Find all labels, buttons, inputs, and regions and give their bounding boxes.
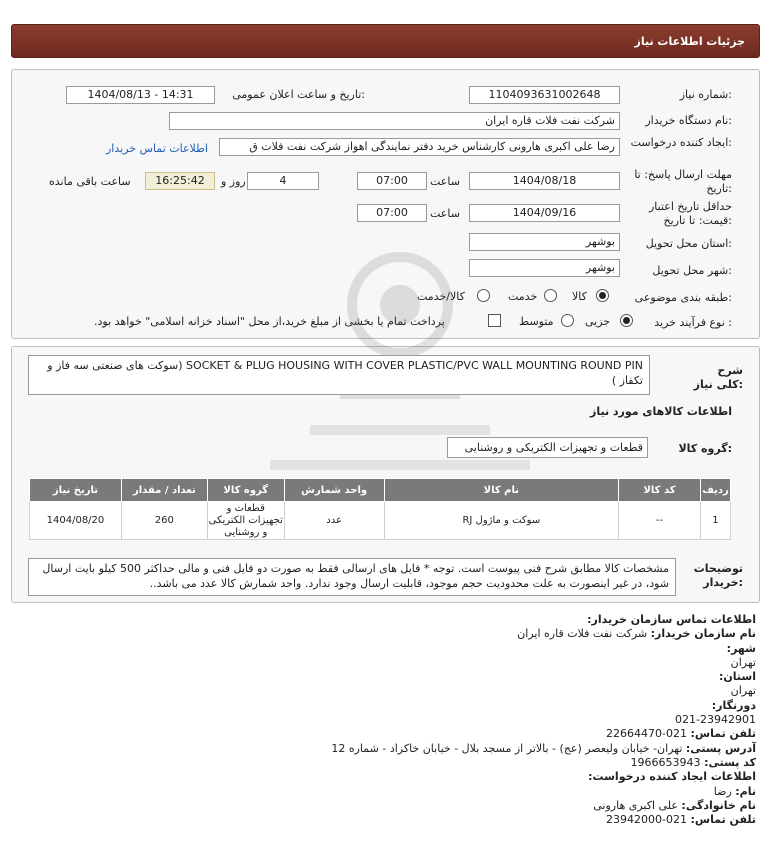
goods-table-header: [30, 479, 731, 502]
category-both-radio[interactable]: [477, 289, 490, 302]
validity-date-field: 1404/09/16: [469, 204, 620, 222]
contact-postal-label: کد پستی:: [704, 755, 756, 769]
contact-postal-row: [331, 756, 756, 770]
contact-address-row: [331, 742, 756, 756]
city-field: بوشهر: [469, 259, 620, 277]
goods-table: [29, 478, 731, 540]
validity-time-field: 07:00: [357, 204, 427, 222]
deadline-label: مهلت ارسال پاسخ: تا تاریخ:: [634, 168, 732, 195]
creator-field: رضا علی اکبری هارونی کارشناس خرید دفتر نمایندگی اهواز شرکت نفت فلات ق: [219, 138, 620, 156]
goods-section-title: اطلاعات کالاهای مورد نیاز: [590, 405, 732, 418]
contact-address-label: آدرس پستی:: [685, 741, 756, 755]
process-minor-radio[interactable]: [620, 314, 633, 327]
notes-field: مشخصات کالا مطابق شرح فنی پیوست است. توجه * فایل های ارسالی فقط به صورت دو فایل فنی و مالی حداکثر 500 کیلو بایت ارسال شود، در غیر اینصورت به علت محدودیت حجم موجود، قابلیت ارسال وجود ندارد. واحد شمارش کالا عدد می باشد..: [28, 558, 676, 596]
contact-org: شرکت نفت فلات قاره ایران: [517, 627, 648, 641]
process-label: نوع فرآیند خرید :: [654, 316, 732, 329]
process-medium-radio[interactable]: [561, 314, 574, 327]
need-number-field: 1104093631002648: [469, 86, 620, 104]
announce-label: تاریخ و ساعت اعلان عمومی:: [232, 88, 365, 101]
col-unit: واحد شمارش: [284, 479, 384, 502]
cell-unit: عدد: [284, 502, 384, 540]
category-both-label: کالا/خدمت: [417, 290, 465, 303]
creator-info-title: اطلاعات ایجاد کننده درخواست:: [588, 770, 756, 784]
deadline-time-label: ساعت: [430, 175, 460, 188]
contact-province: تهران: [730, 684, 756, 698]
contact-phone: 021-22664470: [606, 727, 688, 741]
category-service-radio[interactable]: [544, 289, 557, 302]
buyer-label: نام دستگاه خریدار:: [645, 114, 732, 127]
contact-address: تهران- خیابان ولیعصر (عج) - بالاتر از مسجد بلال - خیابان خاکزاد - شماره 12: [331, 741, 683, 755]
days-label: روز و: [221, 175, 246, 188]
contact-org-row: [331, 627, 756, 641]
page-title: جزئیات اطلاعات نیاز: [634, 35, 745, 48]
notes-label: توضیحات خریدار:: [693, 562, 743, 589]
col-code: کد کالا: [619, 479, 701, 502]
cell-quantity: 260: [121, 502, 207, 540]
cell-group: قطعات و تجهیزات الکتریکی و روشنایی: [208, 502, 283, 538]
remaining-label: ساعت باقی مانده: [49, 175, 131, 188]
province-field: بوشهر: [469, 233, 620, 251]
province-label: استان محل تحویل:: [645, 237, 732, 250]
process-minor-label: جزیی: [585, 315, 611, 328]
contact-fax-label: دورنگار:: [711, 698, 756, 712]
deadline-date-field: 1404/08/18: [469, 172, 620, 190]
creator-last-label: نام خانوادگی:: [681, 798, 756, 812]
category-service-label: خدمت: [508, 290, 538, 303]
col-row: ردیف: [700, 479, 730, 502]
category-goods-radio[interactable]: [596, 289, 609, 302]
creator-first-row: [331, 785, 756, 799]
goods-group-field: قطعات و تجهیزات الکتریکی و روشنایی: [447, 437, 648, 458]
summary-text-en: SOCKET & PLUG HOUSING WITH COVER PLASTIC/PVC WALL MOUNTING ROUND PIN: [186, 359, 643, 372]
deadline-time-field: 07:00: [357, 172, 427, 190]
table-row: [30, 502, 731, 540]
contact-city-label: شهر:: [726, 641, 756, 655]
category-label: طبقه بندی موضوعی:: [634, 291, 732, 304]
summary-field: [28, 355, 650, 395]
contact-province-label: استان:: [719, 670, 756, 684]
contact-city-row: [331, 642, 756, 656]
contact-phone-label: تلفن تماس:: [690, 727, 756, 741]
cell-need-date: 1404/08/20: [30, 502, 122, 540]
cell-row: 1: [700, 502, 730, 540]
summary-text-fa: (سوکت های صنعتی سه فاز و تکفاز ): [47, 359, 643, 387]
remaining-time-field: 16:25:42: [145, 172, 215, 190]
announce-field: 1404/08/13 - 14:31: [66, 86, 215, 104]
contact-fax: 021-23942901: [675, 713, 756, 727]
col-quantity: تعداد / مقدار: [121, 479, 207, 502]
contact-phone-row: [331, 727, 756, 741]
creator-phone-row: [331, 813, 756, 827]
days-field: 4: [247, 172, 319, 190]
creator-phone: 021-23942000: [606, 813, 688, 827]
city-label: شهر محل تحویل:: [652, 264, 732, 277]
col-name: نام کالا: [384, 479, 619, 502]
contact-city: تهران: [730, 655, 756, 669]
creator-first: رضا: [713, 784, 732, 798]
contact-fax-row: [331, 699, 756, 713]
contact-province-row: [331, 670, 756, 684]
validity-time-label: ساعت: [430, 207, 460, 220]
summary-label: شرح کلی نیاز:: [693, 364, 743, 391]
col-group: گروه کالا: [207, 479, 284, 502]
treasury-checkbox[interactable]: [488, 314, 501, 327]
contact-title: اطلاعات تماس سازمان خریدار:: [587, 613, 756, 626]
creator-phone-label: تلفن تماس:: [690, 813, 756, 827]
creator-last-row: [331, 799, 756, 813]
need-number-label: شماره نیاز:: [679, 88, 732, 101]
creator-last: علی اکبری هارونی: [593, 798, 678, 812]
creator-first-label: نام:: [735, 784, 756, 798]
cell-name: سوکت و ماژول RJ: [384, 502, 619, 540]
contact-postal: 1966653943: [630, 755, 701, 769]
cell-code: --: [619, 502, 701, 540]
col-need-date: تاریخ نیاز: [30, 479, 122, 502]
validity-label: حداقل تاریخ اعتبار قیمت: تا تاریخ:: [648, 200, 732, 227]
buyer-field: شرکت نفت فلات قاره ایران: [169, 112, 620, 130]
process-medium-label: متوسط: [519, 315, 554, 328]
creator-label: ایجاد کننده درخواست:: [630, 136, 732, 149]
contact-section: [331, 613, 756, 827]
goods-group-label: گروه کالا:: [678, 442, 732, 455]
buyer-contact-link[interactable]: اطلاعات تماس خریدار: [106, 142, 208, 155]
treasury-note: پرداخت تمام یا بخشی از مبلغ خرید،از محل "اسناد خزانه اسلامی" خواهد بود.: [94, 315, 445, 328]
page-header: [11, 24, 760, 58]
category-goods-label: کالا: [572, 290, 587, 303]
contact-org-label: نام سازمان خریدار:: [650, 627, 756, 641]
